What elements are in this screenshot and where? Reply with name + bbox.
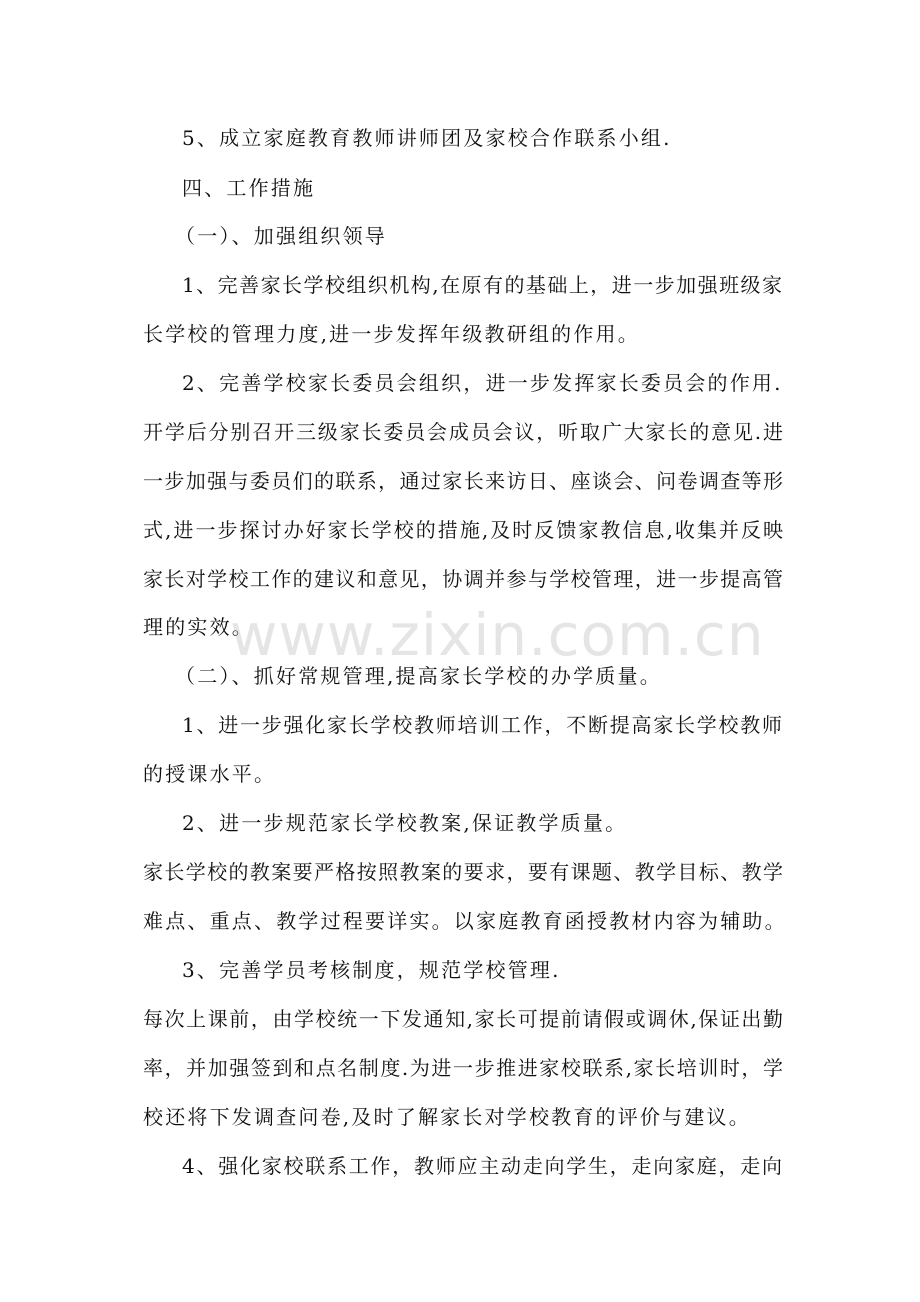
subsection-heading-1: （一）、加强组织领导	[175, 224, 387, 248]
text-line-4: 1、完善家长学校组织机构,在原有的基础上，进一步加强班级家	[182, 273, 782, 297]
text-line-1: 5、成立家庭教育教师讲师团及家校合作联系小组.	[182, 126, 672, 150]
text-line-17: 难点、重点、教学过程要详实。以家庭教育函授教材内容为辅助。	[143, 909, 787, 933]
section-heading-measures: 四、工作措施	[182, 176, 316, 200]
text-line-20: 率，并加强签到和点名制度.为进一步推进家校联系,家长培训时，学	[143, 1056, 783, 1080]
text-line-16: 家长学校的教案要严格按照教案的要求，要有课题、教学目标、教学	[143, 860, 783, 884]
text-line-5: 长学校的管理力度,进一步发挥年级教研组的作用。	[143, 322, 640, 346]
text-line-8: 一步加强与委员们的联系，通过家长来访日、座谈会、问卷调查等形	[143, 469, 783, 493]
text-line-15: 2、进一步规范家长学校教案,保证教学质量。	[182, 811, 628, 835]
text-line-19: 每次上课前，由学校统一下发通知,家长可提前请假或调休,保证出勤	[143, 1007, 783, 1031]
text-line-7: 开学后分别召开三级家长委员会成员会议，听取广大家长的意见.进	[143, 420, 783, 444]
text-line-21: 校还将下发调查问卷,及时了解家长对学校教育的评价与建议。	[143, 1105, 751, 1129]
text-line-11: 理的实效。	[143, 615, 254, 639]
text-line-9: 式,进一步探讨办好家长学校的措施,及时反馈家教信息,收集并反映	[143, 518, 783, 542]
text-line-10: 家长对学校工作的建议和意见，协调并参与学校管理，进一步提高管	[143, 567, 783, 591]
text-line-13: 1、进一步强化家长学校教师培训工作，不断提高家长学校教师	[182, 713, 782, 737]
text-line-6: 2、完善学校家长委员会组织，进一步发挥家长委员会的作用.	[182, 371, 783, 395]
text-line-18: 3、完善学员考核制度，规范学校管理.	[182, 958, 561, 982]
subsection-heading-2: （二）、抓好常规管理,提高家长学校的办学质量。	[175, 664, 662, 688]
text-line-22: 4、强化家校联系工作，教师应主动走向学生，走向家庭，走向	[182, 1154, 782, 1178]
watermark: www.zixin.com.cn	[230, 601, 765, 669]
text-line-14: 的授课水平。	[143, 762, 277, 786]
